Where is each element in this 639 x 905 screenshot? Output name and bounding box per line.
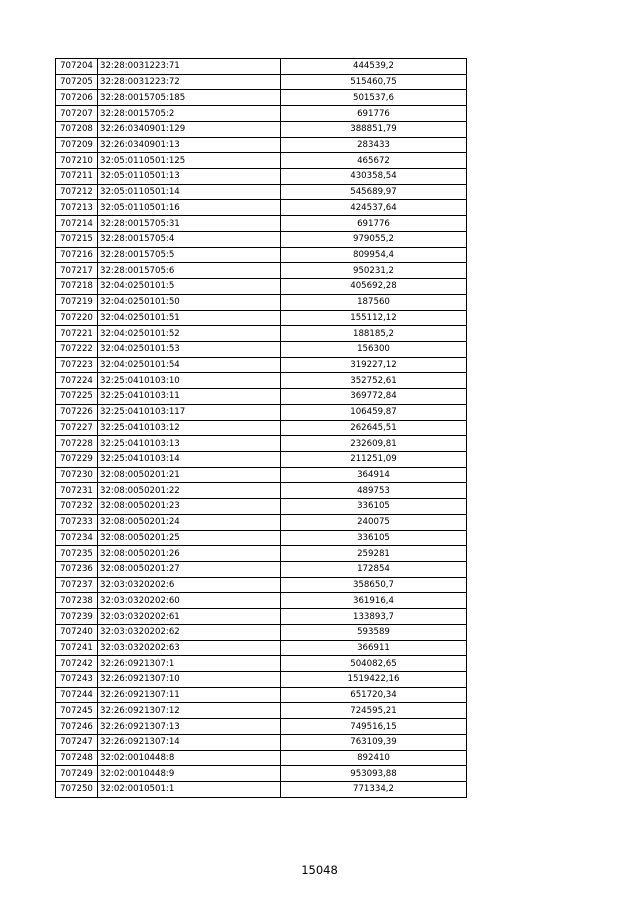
- value-cell: 336105: [281, 499, 467, 515]
- row-number-cell: 707227: [56, 420, 98, 436]
- table-row: [56, 90, 467, 106]
- table-row: [56, 687, 467, 703]
- row-number-cell: 707233: [56, 514, 98, 530]
- value-cell: 651720,34: [281, 687, 467, 703]
- table-row: [56, 137, 467, 153]
- value-cell: 953093,88: [281, 766, 467, 782]
- value-cell: 809954,4: [281, 247, 467, 263]
- table-row: [56, 672, 467, 688]
- row-number-cell: 707215: [56, 231, 98, 247]
- cadastral-number-cell: 32:02:0010501:1: [98, 782, 281, 798]
- row-number-cell: 707249: [56, 766, 98, 782]
- value-cell: 691776: [281, 216, 467, 232]
- value-cell: 593589: [281, 624, 467, 640]
- table-row: [56, 436, 467, 452]
- cadastral-number-cell: 32:28:0031223:72: [98, 74, 281, 90]
- cadastral-number-cell: 32:04:0250101:52: [98, 326, 281, 342]
- table-row: [56, 593, 467, 609]
- row-number-cell: 707246: [56, 719, 98, 735]
- table-row: [56, 279, 467, 295]
- value-cell: 361916,4: [281, 593, 467, 609]
- cadastral-number-cell: 32:26:0340901:129: [98, 121, 281, 137]
- value-cell: 211251,09: [281, 451, 467, 467]
- cadastral-number-cell: 32:03:0320202:63: [98, 640, 281, 656]
- row-number-cell: 707220: [56, 310, 98, 326]
- value-cell: 501537,6: [281, 90, 467, 106]
- table-row: [56, 577, 467, 593]
- row-number-cell: 707216: [56, 247, 98, 263]
- row-number-cell: 707242: [56, 656, 98, 672]
- cadastral-number-cell: 32:03:0320202:6: [98, 577, 281, 593]
- cadastral-number-cell: 32:28:0015705:6: [98, 263, 281, 279]
- table-row: [56, 357, 467, 373]
- value-cell: 366911: [281, 640, 467, 656]
- cadastral-number-cell: 32:05:0110501:14: [98, 184, 281, 200]
- table-row: [56, 310, 467, 326]
- cadastral-number-cell: 32:08:0050201:24: [98, 514, 281, 530]
- cadastral-number-cell: 32:03:0320202:61: [98, 609, 281, 625]
- row-number-cell: 707240: [56, 624, 98, 640]
- row-number-cell: 707245: [56, 703, 98, 719]
- cadastral-number-cell: 32:25:0410103:11: [98, 389, 281, 405]
- row-number-cell: 707223: [56, 357, 98, 373]
- value-cell: 155112,12: [281, 310, 467, 326]
- row-number-cell: 707222: [56, 341, 98, 357]
- table-row: [56, 624, 467, 640]
- table-row: [56, 703, 467, 719]
- table-row: [56, 640, 467, 656]
- row-number-cell: 707219: [56, 294, 98, 310]
- value-cell: 352752,61: [281, 373, 467, 389]
- table-row: [56, 734, 467, 750]
- value-cell: 465672: [281, 153, 467, 169]
- cadastral-number-cell: 32:08:0050201:22: [98, 483, 281, 499]
- table-row: [56, 514, 467, 530]
- cadastral-number-cell: 32:26:0921307:1: [98, 656, 281, 672]
- row-number-cell: 707224: [56, 373, 98, 389]
- value-cell: 691776: [281, 106, 467, 122]
- value-cell: 262645,51: [281, 420, 467, 436]
- value-cell: 364914: [281, 467, 467, 483]
- value-cell: 283433: [281, 137, 467, 153]
- value-cell: 156300: [281, 341, 467, 357]
- cadastral-number-cell: 32:08:0050201:25: [98, 530, 281, 546]
- value-cell: 749516,15: [281, 719, 467, 735]
- row-number-cell: 707238: [56, 593, 98, 609]
- table-row: [56, 719, 467, 735]
- row-number-cell: 707228: [56, 436, 98, 452]
- row-number-cell: 707229: [56, 451, 98, 467]
- row-number-cell: 707244: [56, 687, 98, 703]
- cadastral-number-cell: 32:04:0250101:50: [98, 294, 281, 310]
- cadastral-number-cell: 32:02:0010448:9: [98, 766, 281, 782]
- cadastral-number-cell: 32:28:0015705:185: [98, 90, 281, 106]
- table-body: [56, 59, 467, 798]
- cadastral-number-cell: 32:26:0921307:10: [98, 672, 281, 688]
- table-row: [56, 546, 467, 562]
- value-cell: 358650,7: [281, 577, 467, 593]
- value-cell: 979055,2: [281, 231, 467, 247]
- cadastral-number-cell: 32:25:0410103:117: [98, 404, 281, 420]
- value-cell: 388851,79: [281, 121, 467, 137]
- table-row: [56, 74, 467, 90]
- value-cell: 319227,12: [281, 357, 467, 373]
- row-number-cell: 707226: [56, 404, 98, 420]
- value-cell: 240075: [281, 514, 467, 530]
- row-number-cell: 707237: [56, 577, 98, 593]
- row-number-cell: 707209: [56, 137, 98, 153]
- cadastral-number-cell: 32:02:0010448:8: [98, 750, 281, 766]
- row-number-cell: 707207: [56, 106, 98, 122]
- value-cell: 430358,54: [281, 169, 467, 185]
- value-cell: 892410: [281, 750, 467, 766]
- cadastral-number-cell: 32:03:0320202:60: [98, 593, 281, 609]
- cadastral-number-cell: 32:26:0921307:11: [98, 687, 281, 703]
- row-number-cell: 707213: [56, 200, 98, 216]
- value-cell: 950231,2: [281, 263, 467, 279]
- value-cell: 133893,7: [281, 609, 467, 625]
- value-cell: 232609,81: [281, 436, 467, 452]
- row-number-cell: 707212: [56, 184, 98, 200]
- value-cell: 187560: [281, 294, 467, 310]
- cadastral-number-cell: 32:28:0015705:4: [98, 231, 281, 247]
- value-cell: 424537,64: [281, 200, 467, 216]
- table-row: [56, 200, 467, 216]
- table-row: [56, 499, 467, 515]
- table-row: [56, 169, 467, 185]
- row-number-cell: 707218: [56, 279, 98, 295]
- cadastral-number-cell: 32:28:0015705:31: [98, 216, 281, 232]
- table-row: [56, 294, 467, 310]
- table-row: [56, 59, 467, 75]
- row-number-cell: 707231: [56, 483, 98, 499]
- table-row: [56, 404, 467, 420]
- cadastral-number-cell: 32:25:0410103:13: [98, 436, 281, 452]
- value-cell: 369772,84: [281, 389, 467, 405]
- table-row: [56, 766, 467, 782]
- row-number-cell: 707230: [56, 467, 98, 483]
- value-cell: 489753: [281, 483, 467, 499]
- cadastral-number-cell: 32:04:0250101:53: [98, 341, 281, 357]
- cadastral-number-cell: 32:05:0110501:125: [98, 153, 281, 169]
- cadastral-number-cell: 32:28:0031223:71: [98, 59, 281, 75]
- cadastral-number-cell: 32:25:0410103:14: [98, 451, 281, 467]
- table-row: [56, 562, 467, 578]
- row-number-cell: 707235: [56, 546, 98, 562]
- data-table: [55, 58, 467, 798]
- table-row: [56, 389, 467, 405]
- row-number-cell: 707205: [56, 74, 98, 90]
- value-cell: 1519422,16: [281, 672, 467, 688]
- cadastral-number-cell: 32:08:0050201:21: [98, 467, 281, 483]
- table-row: [56, 263, 467, 279]
- row-number-cell: 707232: [56, 499, 98, 515]
- cadastral-number-cell: 32:26:0921307:12: [98, 703, 281, 719]
- row-number-cell: 707239: [56, 609, 98, 625]
- table-row: [56, 153, 467, 169]
- row-number-cell: 707221: [56, 326, 98, 342]
- cadastral-number-cell: 32:28:0015705:2: [98, 106, 281, 122]
- row-number-cell: 707236: [56, 562, 98, 578]
- value-cell: 336105: [281, 530, 467, 546]
- value-cell: 106459,87: [281, 404, 467, 420]
- table-row: [56, 373, 467, 389]
- table-row: [56, 451, 467, 467]
- cadastral-number-cell: 32:05:0110501:13: [98, 169, 281, 185]
- table-row: [56, 609, 467, 625]
- row-number-cell: 707210: [56, 153, 98, 169]
- value-cell: 763109,39: [281, 734, 467, 750]
- table-row: [56, 420, 467, 436]
- cadastral-number-cell: 32:08:0050201:26: [98, 546, 281, 562]
- table-row: [56, 231, 467, 247]
- table-row: [56, 216, 467, 232]
- cadastral-number-cell: 32:04:0250101:5: [98, 279, 281, 295]
- table-row: [56, 184, 467, 200]
- table-row: [56, 750, 467, 766]
- row-number-cell: 707247: [56, 734, 98, 750]
- row-number-cell: 707234: [56, 530, 98, 546]
- value-cell: 172854: [281, 562, 467, 578]
- row-number-cell: 707248: [56, 750, 98, 766]
- value-cell: 188185,2: [281, 326, 467, 342]
- cadastral-number-cell: 32:28:0015705:5: [98, 247, 281, 263]
- cadastral-number-cell: 32:26:0921307:14: [98, 734, 281, 750]
- cadastral-number-cell: 32:26:0340901:13: [98, 137, 281, 153]
- row-number-cell: 707241: [56, 640, 98, 656]
- value-cell: 545689,97: [281, 184, 467, 200]
- table-row: [56, 530, 467, 546]
- table-row: [56, 782, 467, 798]
- table-row: [56, 106, 467, 122]
- value-cell: 771334,2: [281, 782, 467, 798]
- cadastral-number-cell: 32:03:0320202:62: [98, 624, 281, 640]
- value-cell: 724595,21: [281, 703, 467, 719]
- row-number-cell: 707211: [56, 169, 98, 185]
- cadastral-number-cell: 32:25:0410103:12: [98, 420, 281, 436]
- table-row: [56, 121, 467, 137]
- cadastral-number-cell: 32:04:0250101:54: [98, 357, 281, 373]
- table-row: [56, 483, 467, 499]
- table-row: [56, 467, 467, 483]
- value-cell: 259281: [281, 546, 467, 562]
- cadastral-number-cell: 32:25:0410103:10: [98, 373, 281, 389]
- row-number-cell: 707217: [56, 263, 98, 279]
- table-row: [56, 326, 467, 342]
- row-number-cell: 707243: [56, 672, 98, 688]
- table-row: [56, 247, 467, 263]
- value-cell: 405692,28: [281, 279, 467, 295]
- value-cell: 444539,2: [281, 59, 467, 75]
- value-cell: 504082,65: [281, 656, 467, 672]
- row-number-cell: 707204: [56, 59, 98, 75]
- row-number-cell: 707225: [56, 389, 98, 405]
- table-row: [56, 341, 467, 357]
- table-row: [56, 656, 467, 672]
- cadastral-number-cell: 32:08:0050201:27: [98, 562, 281, 578]
- cadastral-number-cell: 32:08:0050201:23: [98, 499, 281, 515]
- value-cell: 515460,75: [281, 74, 467, 90]
- page-number: 15048: [301, 863, 338, 877]
- cadastral-number-cell: 32:04:0250101:51: [98, 310, 281, 326]
- row-number-cell: 707208: [56, 121, 98, 137]
- cadastral-number-cell: 32:26:0921307:13: [98, 719, 281, 735]
- row-number-cell: 707250: [56, 782, 98, 798]
- row-number-cell: 707214: [56, 216, 98, 232]
- row-number-cell: 707206: [56, 90, 98, 106]
- cadastral-number-cell: 32:05:0110501:16: [98, 200, 281, 216]
